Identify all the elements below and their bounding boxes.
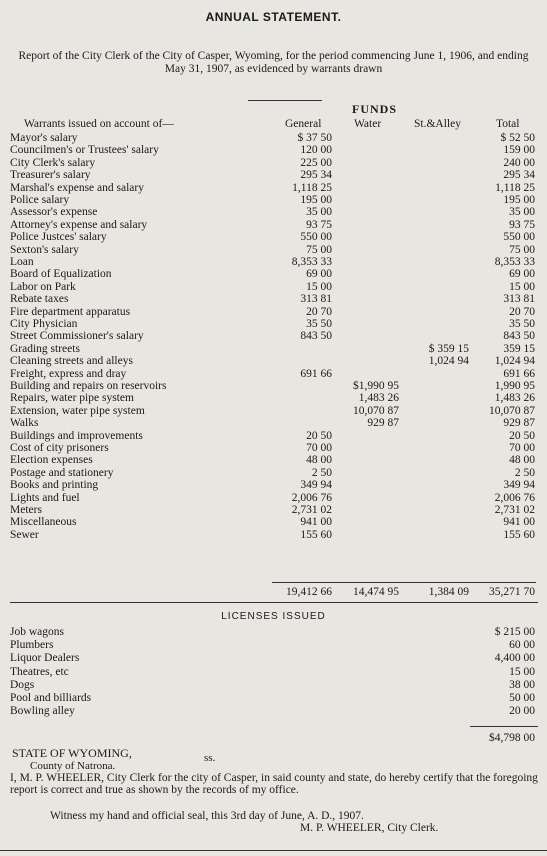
general-cell: 75 00 bbox=[306, 243, 332, 256]
general-cell: 843 50 bbox=[300, 330, 332, 343]
row-label: Freight, express and dray bbox=[10, 367, 127, 380]
street-header: St.&Alley bbox=[414, 118, 461, 130]
total-street: 1,384 09 bbox=[428, 586, 469, 598]
general-cell: 48 00 bbox=[306, 454, 332, 467]
general-cell: 1,118 25 bbox=[292, 181, 332, 194]
total-cell: 8,353 33 bbox=[494, 256, 535, 268]
row-label: Attorney's expense and salary bbox=[10, 218, 148, 231]
row-label: Rebate taxes bbox=[10, 293, 69, 306]
county-line: County of Natrona. bbox=[30, 760, 116, 772]
total-cell: 155 60 bbox=[503, 528, 535, 541]
certification-text: I, M. P. WHEELER, City Clerk for the city of Casper, in said county and state, do hereby certify that the foregoing report is correct and true as shown by the records of my office. bbox=[10, 772, 538, 796]
license-amount: 4,400 00 bbox=[494, 652, 535, 665]
license-label: Liquor Dealers bbox=[10, 652, 80, 665]
licenses-total: $4,798 00 bbox=[489, 732, 535, 744]
total-cell: 20 70 bbox=[509, 305, 535, 318]
report-intro: Report of the City Clerk of the City of Casper, Wyoming, for the period commencing June 1, 1906, and ending May 31, 1907, as evidenced by warrants drawn bbox=[18, 50, 529, 75]
list-item bbox=[0, 666, 547, 678]
general-cell: 8,353 33 bbox=[291, 256, 332, 268]
general-cell: $ 37 50 bbox=[297, 132, 332, 144]
total-cell: 691 66 bbox=[503, 367, 535, 380]
row-label: Election expenses bbox=[10, 454, 93, 467]
total-cell: 2 50 bbox=[514, 466, 535, 479]
total-cell: 2,006 76 bbox=[494, 491, 535, 504]
total-cell: 240 00 bbox=[503, 156, 535, 169]
row-label: City Clerk's salary bbox=[10, 156, 96, 169]
table-row bbox=[0, 268, 547, 280]
list-item bbox=[0, 679, 547, 691]
table-row bbox=[0, 467, 547, 479]
total-cell: 1,483 26 bbox=[494, 392, 535, 405]
total-cell: 35 00 bbox=[509, 206, 535, 219]
table-row bbox=[0, 169, 547, 181]
totals-row bbox=[0, 586, 547, 600]
total-cell: 313 81 bbox=[503, 293, 535, 306]
license-amount: 15 00 bbox=[509, 665, 535, 678]
total-cell: 195 00 bbox=[503, 194, 535, 206]
table-row bbox=[0, 132, 547, 144]
row-label: Miscellaneous bbox=[10, 516, 77, 529]
row-label: Treasurer's salary bbox=[10, 169, 91, 182]
general-header: General bbox=[285, 118, 322, 130]
row-label: Meters bbox=[10, 504, 42, 516]
general-cell: 20 70 bbox=[306, 305, 332, 318]
license-label: Job wagons bbox=[10, 626, 64, 638]
table-row bbox=[0, 194, 547, 206]
license-label: Plumbers bbox=[10, 639, 54, 652]
row-label: Board of Equalization bbox=[10, 268, 112, 281]
table-row bbox=[0, 256, 547, 268]
total-cell: 159 00 bbox=[503, 144, 535, 157]
total-cell: 550 00 bbox=[503, 231, 535, 244]
general-cell: 550 00 bbox=[300, 231, 332, 244]
general-cell: 691 66 bbox=[300, 367, 332, 380]
row-label: Police salary bbox=[10, 194, 70, 206]
general-cell: 195 00 bbox=[300, 194, 332, 206]
row-label: Councilmen's or Trustees' salary bbox=[10, 144, 159, 157]
row-label: Sewer bbox=[10, 528, 39, 541]
table-row bbox=[0, 405, 547, 417]
table-row bbox=[0, 157, 547, 169]
statement-title: ANNUAL STATEMENT. bbox=[205, 10, 342, 24]
table-row bbox=[0, 355, 547, 367]
general-cell: 70 00 bbox=[306, 442, 332, 454]
license-amount: 50 00 bbox=[509, 692, 535, 704]
total-cell: 15 00 bbox=[509, 280, 535, 293]
signature: M. P. WHEELER, City Clerk. bbox=[300, 822, 439, 834]
general-cell: 313 81 bbox=[300, 293, 332, 306]
total-cell: 48 00 bbox=[509, 454, 535, 467]
street-cell: 1,024 94 bbox=[428, 355, 469, 368]
row-label: Labor on Park bbox=[10, 280, 76, 293]
table-row bbox=[0, 380, 547, 392]
total-cell: 929 87 bbox=[503, 417, 535, 430]
table-row bbox=[0, 392, 547, 404]
table-row bbox=[0, 516, 547, 528]
row-label: Assessor's expense bbox=[10, 206, 98, 219]
total-cell: 75 00 bbox=[509, 243, 535, 256]
ss-mark: ss. bbox=[204, 752, 216, 764]
water-header: Water bbox=[354, 118, 382, 130]
total-general: 19,412 66 bbox=[286, 586, 332, 598]
total-cell: 20 50 bbox=[509, 429, 535, 442]
table-row bbox=[0, 368, 547, 380]
row-label: Grading streets bbox=[10, 342, 80, 355]
row-label: Extension, water pipe system bbox=[10, 404, 145, 417]
total-cell: 349 94 bbox=[503, 479, 535, 492]
row-label: Building and repairs on reservoirs bbox=[10, 380, 167, 392]
table-row bbox=[0, 492, 547, 504]
general-cell: 69 00 bbox=[306, 268, 332, 281]
row-label: Street Commissioner's salary bbox=[10, 330, 144, 343]
totals-rule bbox=[272, 582, 536, 583]
table-row bbox=[0, 479, 547, 491]
list-item bbox=[0, 626, 547, 638]
general-cell: 15 00 bbox=[306, 280, 332, 293]
table-row bbox=[0, 219, 547, 231]
total-cell: 941 00 bbox=[503, 516, 535, 529]
general-cell: 225 00 bbox=[300, 156, 332, 169]
section-rule bbox=[10, 602, 538, 603]
licenses-rule bbox=[470, 726, 538, 727]
water-cell: $1,990 95 bbox=[353, 380, 399, 392]
funds-rule-left bbox=[248, 100, 322, 101]
state-line: STATE OF WYOMING, bbox=[12, 746, 132, 760]
witness-line: Witness my hand and official seal, this 3rd day of June, A. D., 1907. bbox=[50, 810, 364, 822]
water-cell: 10,070 87 bbox=[353, 404, 399, 417]
total-cell: 2,731 02 bbox=[494, 504, 535, 516]
total-cell: 70 00 bbox=[509, 442, 535, 454]
licenses-heading: LICENSES ISSUED bbox=[221, 611, 326, 622]
row-label: Sexton's salary bbox=[10, 243, 79, 256]
row-label: City Physician bbox=[10, 318, 78, 330]
general-cell: 155 60 bbox=[300, 528, 332, 541]
table-row bbox=[0, 182, 547, 194]
table-row bbox=[0, 430, 547, 442]
license-label: Dogs bbox=[10, 678, 35, 691]
list-item bbox=[0, 692, 547, 704]
total-cell: 10,070 87 bbox=[489, 404, 535, 417]
license-amount: 20 00 bbox=[509, 705, 535, 718]
license-amount: 38 00 bbox=[509, 678, 535, 691]
total-header: Total bbox=[496, 118, 520, 130]
license-label: Pool and billiards bbox=[10, 692, 92, 704]
bottom-rule bbox=[0, 850, 547, 851]
funds-heading: FUNDS bbox=[352, 102, 398, 116]
total-cell: 295 34 bbox=[503, 169, 535, 182]
table-row bbox=[0, 144, 547, 156]
general-cell: 349 94 bbox=[300, 479, 332, 492]
general-cell: 2,006 76 bbox=[291, 491, 332, 504]
table-row bbox=[0, 442, 547, 454]
total-cell: 1,024 94 bbox=[494, 355, 535, 368]
warrants-header: Warrants issued on account of— bbox=[24, 118, 174, 130]
general-cell: 35 50 bbox=[306, 318, 332, 330]
table-row bbox=[0, 318, 547, 330]
general-cell: 35 00 bbox=[306, 206, 332, 219]
total-water: 14,474 95 bbox=[353, 586, 399, 598]
table-row bbox=[0, 244, 547, 256]
general-cell: 93 75 bbox=[306, 218, 332, 231]
list-item bbox=[0, 652, 547, 664]
row-label: Loan bbox=[10, 256, 34, 268]
row-label: Marshal's expense and salary bbox=[10, 181, 144, 194]
total-cell: $ 52 50 bbox=[500, 132, 535, 144]
general-cell: 120 00 bbox=[300, 144, 332, 157]
table-row bbox=[0, 343, 547, 355]
total-total: 35,271 70 bbox=[489, 586, 535, 598]
general-cell: 20 50 bbox=[306, 429, 332, 442]
table-row bbox=[0, 206, 547, 218]
license-amount: 60 00 bbox=[509, 639, 535, 652]
water-cell: 1,483 26 bbox=[358, 392, 399, 405]
table-row bbox=[0, 504, 547, 516]
total-cell: 93 75 bbox=[509, 218, 535, 231]
license-label: Theatres, etc bbox=[10, 665, 69, 678]
general-cell: 2 50 bbox=[311, 466, 332, 479]
row-label: Walks bbox=[10, 417, 39, 430]
total-cell: 1,118 25 bbox=[495, 181, 535, 194]
row-label: Cleaning streets and alleys bbox=[10, 355, 133, 368]
table-row bbox=[0, 417, 547, 429]
table-row bbox=[0, 529, 547, 541]
total-cell: 69 00 bbox=[509, 268, 535, 281]
row-label: Lights and fuel bbox=[10, 491, 80, 504]
row-label: Cost of city prisoners bbox=[10, 442, 109, 454]
total-cell: 843 50 bbox=[503, 330, 535, 343]
general-cell: 941 00 bbox=[300, 516, 332, 529]
table-row bbox=[0, 281, 547, 293]
table-row bbox=[0, 306, 547, 318]
license-label: Bowling alley bbox=[10, 705, 75, 718]
row-label: Buildings and improvements bbox=[10, 429, 143, 442]
general-cell: 2,731 02 bbox=[291, 504, 332, 516]
row-label: Books and printing bbox=[10, 479, 99, 492]
list-item bbox=[0, 705, 547, 717]
row-label: Postage and stationery bbox=[10, 466, 114, 479]
water-cell: 929 87 bbox=[367, 417, 399, 430]
row-label: Repairs, water pipe system bbox=[10, 392, 134, 405]
street-cell: $ 359 15 bbox=[428, 342, 469, 355]
row-label: Police Justces' salary bbox=[10, 231, 107, 244]
list-item bbox=[0, 639, 547, 651]
total-cell: 35 50 bbox=[509, 318, 535, 330]
total-cell: 359 15 bbox=[503, 342, 535, 355]
row-label: Mayor's salary bbox=[10, 132, 78, 144]
table-row bbox=[0, 330, 547, 342]
table-row bbox=[0, 231, 547, 243]
total-cell: 1,990 95 bbox=[494, 380, 535, 392]
table-row bbox=[0, 293, 547, 305]
general-cell: 295 34 bbox=[300, 169, 332, 182]
license-amount: $ 215 00 bbox=[494, 626, 535, 638]
table-row bbox=[0, 454, 547, 466]
row-label: Fire department apparatus bbox=[10, 305, 131, 318]
